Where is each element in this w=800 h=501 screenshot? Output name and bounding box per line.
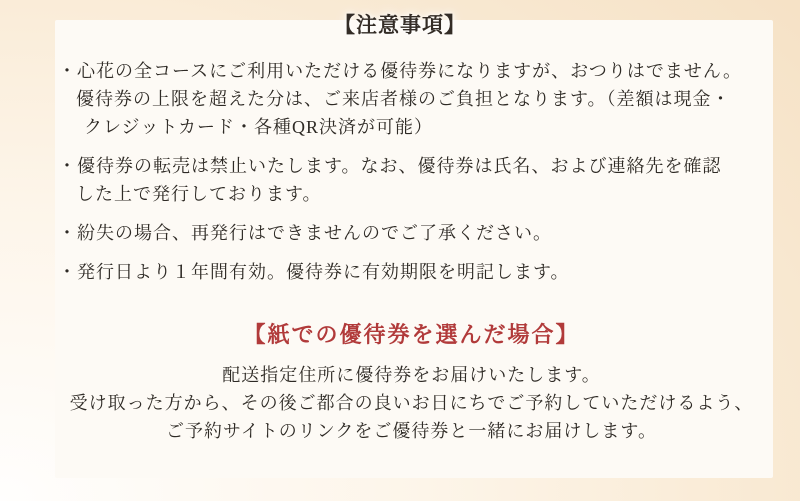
notice-line: ・発行日より１年間有効。優待券に有効期限を明記します。 [58,262,570,282]
paragraph-line: ご予約サイトのリンクをご優待券と一緒にお届けします。 [166,421,657,441]
paper-voucher-section-heading: 【紙での優待券を選んだ場合】 [243,322,580,347]
notice-line: ・紛失の場合、再発行はできませんのでご了承ください。 [58,223,552,243]
notice-panel [55,20,773,478]
paper-voucher-paragraph [58,361,765,445]
notices-list [58,57,765,286]
notice-item [58,152,765,208]
paragraph-line: 配送指定住所に優待券をお届けいたします。 [222,365,601,385]
notice-item [58,219,765,247]
notice-line: 優待券の上限を超えた分は、ご来店者様のご負担となります。（差額は現金・ [76,89,731,109]
notice-line: した上で発行しております。 [76,184,322,204]
paragraph-line: 受け取った方から、その後ご都合の良いお日にちでご予約していただけるよう、 [69,393,754,413]
page-title: 【注意事項】 [334,13,466,37]
notice-item [58,258,765,286]
notice-line: ・心花の全コースにご利用いただける優待券になりますが、おつりはでません。 [58,61,742,81]
notice-item [58,57,765,141]
notice-line: クレジットカード・各種QR決済が可能） [84,117,434,137]
notice-line: ・優待券の転売は禁止いたします。なお、優待券は氏名、および連絡先を確認 [58,156,722,176]
